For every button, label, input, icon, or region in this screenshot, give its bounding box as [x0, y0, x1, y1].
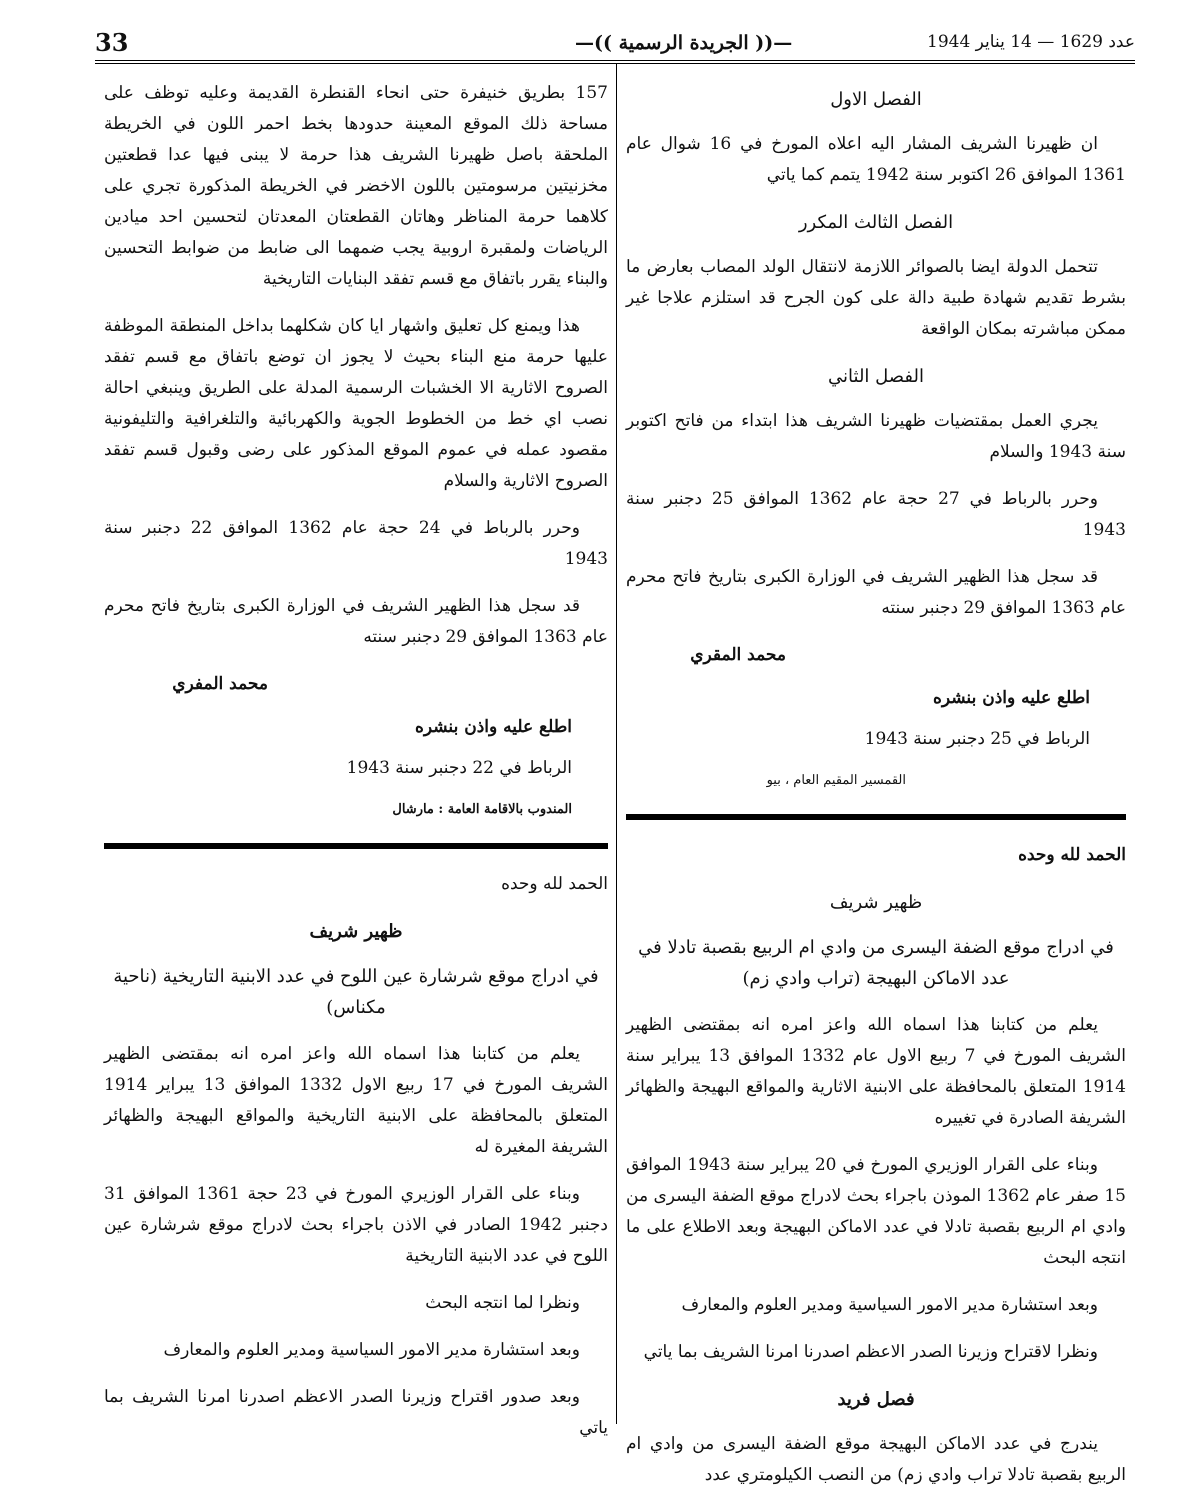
- single-chapter-text: يندرج في عدد الاماكن البهيجة موقع الضفة اليسرى من وادي ام الربيع بقصبة تادلا تراب وادي زم) من النصب الكيلومتري عدد: [626, 1434, 1126, 1485]
- rabat-date: الرباط في 22 دجنبر سنة 1943: [346, 758, 572, 778]
- single-chapter-title: فصل فريد: [837, 1389, 915, 1410]
- resident-general: القمسير المقيم العام ، بيو: [766, 773, 906, 788]
- done-at: وحرر بالرباط في 27 حجة عام 1362 الموافق 25 دجنبر سنة 1943: [626, 489, 1126, 540]
- chapter-second-text: يجري العمل بمقتضيات ظهيرنا الشريف هذا ابتداء من فاتح اكتوبر سنة 1943 والسلام: [626, 411, 1126, 462]
- chapter-first-title: الفصل الاول: [830, 89, 922, 110]
- dahir-title: ظهير شريف: [829, 892, 923, 913]
- issue-info: عدد 1629 — 14 يناير 1944: [927, 32, 1135, 52]
- header-rule: [95, 60, 1135, 64]
- dahir-subject: في ادراج موقع شرشارة عين اللوح في عدد الابنية التاريخية (ناحية مكناس): [113, 966, 599, 1018]
- proposal: وبعد صدور اقتراح وزيرنا الصدر الاعظم اصدرنا امرنا الشريف بما ياتي: [104, 1387, 608, 1438]
- proposal: ونظرا لاقتراح وزيرنا الصدر الاعظم اصدرنا امرنا الشريف بما ياتي: [643, 1342, 1098, 1362]
- consultation: وبعد استشارة مدير الامور السياسية ومدير العلوم والمعارف: [681, 1295, 1098, 1315]
- chapter-three-bis-text: تتحمل الدولة ايضا بالصوائر اللازمة لانتقال الولد المصاب بعارض ما بشرط تقديم شهادة طبية دالة على كون الجرح قد استلزم علاجا غير ممكن مباشرته بمكان الواقعة: [626, 257, 1126, 339]
- page-header: [95, 28, 1135, 64]
- registration-note: قد سجل هذا الظهير الشريف في الوزارة الكبرى بتاريخ فاتح محرم عام 1363 الموافق 29 دجنبر سنته: [626, 567, 1126, 618]
- dahir-title: ظهير شريف: [309, 921, 403, 942]
- page-number: 33: [95, 28, 129, 57]
- based-on: وبناء على القرار الوزيري المورخ في 23 حجة 1361 الموافق 31 دجنبر 1942 الصادر في الاذن باجراء بحث لادراج موقع شرشارة عين اللوح في عدد الابنية التاريخية: [104, 1184, 609, 1266]
- journal-name: —(( الجريدة الرسمية ))—: [575, 32, 793, 54]
- preamble: يعلم من كتابنا هذا اسماه الله واعز امره انه بمقتضى الظهير الشريف المورخ في 7 ربيع الاول عام 1332 الموافق 13 يبراير سنة 1914 المتعلق بالمحافظة على الابنية الاثارية والمواقع البهيجة والظهائر الشريفة الصادرة في تغييره: [626, 1015, 1127, 1128]
- delegate-resident: المندوب بالاقامة العامة : مارشال: [392, 802, 572, 817]
- column-divider: [616, 64, 617, 1424]
- signatory: محمد المفري: [172, 674, 268, 694]
- done-at: وحرر بالرباط في 24 حجة عام 1362 الموافق 22 دجنبر سنة 1943: [104, 518, 608, 569]
- right-column: [626, 78, 1126, 1507]
- consultation: وبعد استشارة مدير الامور السياسية ومدير العلوم والمعارف: [163, 1340, 580, 1360]
- signatory: محمد المقري: [690, 645, 786, 665]
- rabat-date: الرباط في 25 دجنبر سنة 1943: [864, 729, 1090, 749]
- chapter-second-title: الفصل الثاني: [828, 366, 924, 387]
- considering: ونظرا لما انتجه البحث: [425, 1293, 580, 1313]
- continuation-text: 157 بطريق خنيفرة حتى انحاء القنطرة القديمة وعليه توظف على مساحة ذلك الموقع المعينة حدودها بخط احمر اللون في الخريطة الملحقة باصل ظهيرنا الشريف هذا حرمة لا يبنى فيها عدا قطعتين مخزنيتين مرسومتين باللون الاخضر في الخريطة المذكورة تجري على كلاهما حرمة المناظر وهاتان القطعتان المعدتان لتحسين احد ميادين الرياضات ولمقبرة اروبية يجب ضمهما الى ضابط من ضوابط التحسين والبناء يقرر باتفاق مع قسم تفقد البنايات التاريخية: [104, 83, 608, 289]
- praise-line: الحمد لله وحده: [501, 874, 608, 894]
- based-on: وبناء على القرار الوزيري المورخ في 20 يبراير سنة 1943 الموافق 15 صفر عام 1362 الموذن باجراء بحث لادراج موقع الضفة اليسرى من وادي ام الربيع بقصبة تادلا في عدد الاماكن البهيجة وبعد الاطلاع على ما انتجه البحث: [626, 1155, 1126, 1268]
- prohibition-text: هذا ويمنع كل تعليق واشهار ايا كان شكلهما بداخل المنطقة الموظفة عليها حرمة منع البناء بحيث لا يجوز ان توضع باتفاق مع قسم تفقد الصروح الاثارية الا الخشبات الرسمية المدلة على الطريق وينبغي احالة نصب اي خط من الخطوط الجوية والكهربائية والتلغرافية والتليفونية مقصود عمله في عموم الموقع المذكور على رضى وقبول قسم تفقد الصروح الاثارية والسلام: [104, 316, 608, 491]
- registration-note: قد سجل هذا الظهير الشريف في الوزارة الكبرى بتاريخ فاتح محرم عام 1363 الموافق 29 دجنبر سنته: [104, 596, 608, 647]
- left-column: [104, 78, 608, 1460]
- section-separator: [104, 843, 608, 849]
- seen-and-published: اطلع عليه واذن بنشره: [414, 717, 572, 737]
- praise-line: الحمد لله وحده: [1018, 845, 1126, 865]
- chapter-first-text: ان ظهيرنا الشريف المشار اليه اعلاه المورخ في 16 شوال عام 1361 الموافق 26 اكتوبر سنة 1942 يتمم كما ياتي: [626, 134, 1126, 185]
- chapter-three-bis-title: الفصل الثالث المكرر: [798, 212, 954, 233]
- preamble: يعلم من كتابنا هذا اسماه الله واعز امره انه بمقتضى الظهير الشريف المورخ في 17 ربيع الاول 1332 الموافق 13 يبراير 1914 المتعلق بالمحافظة على الابنية التاريخية والمواقع البهيجة والظهائر الشريفة المغيرة له: [104, 1044, 609, 1157]
- dahir-subject: في ادراج موقع الضفة اليسرى من وادي ام الربيع بقصبة تادلا في عدد الاماكن البهيجة (تراب وادي زم): [638, 937, 1114, 989]
- section-separator: [626, 814, 1126, 820]
- seen-and-published: اطلع عليه واذن بنشره: [932, 688, 1090, 708]
